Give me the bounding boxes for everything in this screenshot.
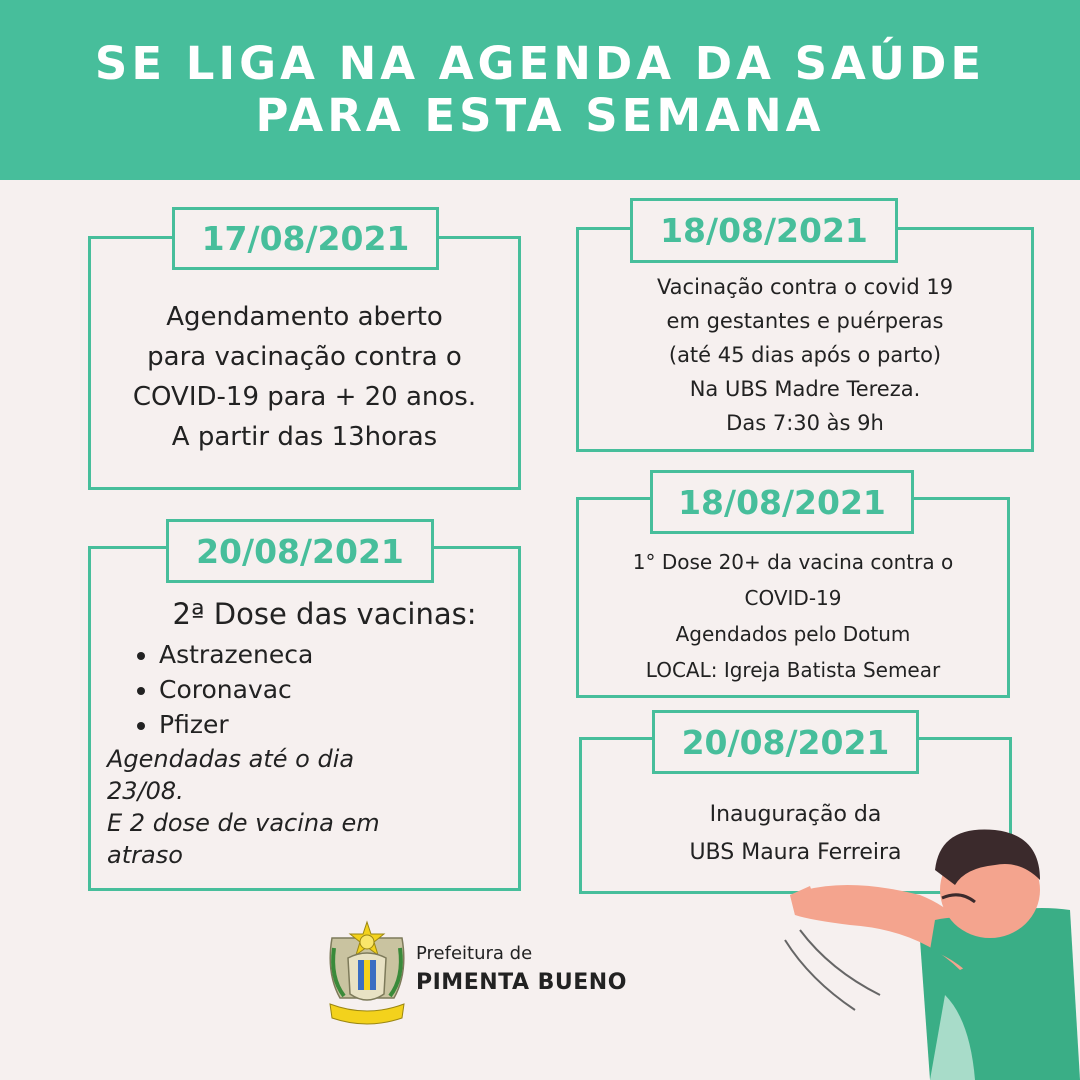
- agenda-card-3-date: 20/08/2021: [166, 519, 434, 583]
- agenda-card-2-line: (até 45 dias após o parto): [668, 343, 942, 367]
- agenda-card-1-line: A partir das 13horas: [171, 422, 438, 452]
- vaccine-list: [159, 637, 313, 742]
- page-header: [0, 0, 1080, 180]
- agenda-card-1: [88, 236, 521, 490]
- vaccine-list-item: Astrazeneca: [159, 637, 313, 672]
- agenda-card-3-note-line: atraso: [107, 841, 183, 869]
- agenda-card-2-line: em gestantes e puérperas: [666, 309, 944, 333]
- vaccine-list-item: Coronavac: [159, 672, 313, 707]
- agenda-card-5-line: Inauguração da: [709, 802, 882, 827]
- pimenta-bueno-seal-icon: [326, 918, 408, 1032]
- agenda-card-3-note-line: 23/08.: [107, 777, 184, 805]
- logo-wordmark: [416, 942, 627, 1000]
- agenda-card-1-body: [91, 297, 518, 457]
- agenda-card-2-line: Vacinação contra o covid 19: [656, 275, 954, 299]
- agenda-card-3: [88, 546, 521, 891]
- agenda-card-1-line: Agendamento aberto: [166, 302, 443, 332]
- agenda-card-1-line: COVID-19 para + 20 anos.: [132, 382, 477, 412]
- agenda-card-4-line: COVID-19: [744, 586, 842, 610]
- agenda-card-4-line: LOCAL: Igreja Batista Semear: [645, 658, 941, 682]
- header-title-line-2: PARA ESTA SEMANA: [255, 89, 825, 142]
- agenda-card-2-date: 18/08/2021: [630, 198, 898, 263]
- logo-line-1: Prefeitura de: [416, 943, 533, 964]
- person-sneezing-illustration: [770, 820, 1080, 1080]
- vaccine-list-item: Pfizer: [159, 707, 313, 742]
- agenda-card-2-body: [579, 270, 1031, 440]
- agenda-card-5-date: 20/08/2021: [652, 710, 919, 774]
- agenda-card-4-date: 18/08/2021: [650, 470, 914, 534]
- agenda-card-4-line: 1° Dose 20+ da vacina contra o: [632, 550, 954, 574]
- agenda-card-1-line: para vacinação contra o: [147, 342, 462, 372]
- agenda-card-4-body: [579, 544, 1007, 688]
- agenda-card-3-note-line: E 2 dose de vacina em: [107, 809, 380, 837]
- logo-line-2: PIMENTA BUENO: [416, 970, 627, 995]
- agenda-card-2-line: Na UBS Madre Tereza.: [689, 377, 921, 401]
- agenda-card-3-note: [107, 743, 507, 871]
- agenda-card-4-line: Agendados pelo Dotum: [675, 622, 911, 646]
- agenda-card-5-line: UBS Maura Ferreira: [689, 840, 902, 865]
- agenda-card-2-line: Das 7:30 às 9h: [726, 411, 884, 435]
- agenda-card-3-note-line: Agendadas até o dia: [107, 745, 355, 773]
- header-title-line-1: SE LIGA NA AGENDA DA SAÚDE: [94, 37, 986, 90]
- agenda-card-1-date: 17/08/2021: [172, 207, 439, 270]
- agenda-card-3-title: 2ª Dose das vacinas:: [172, 597, 477, 631]
